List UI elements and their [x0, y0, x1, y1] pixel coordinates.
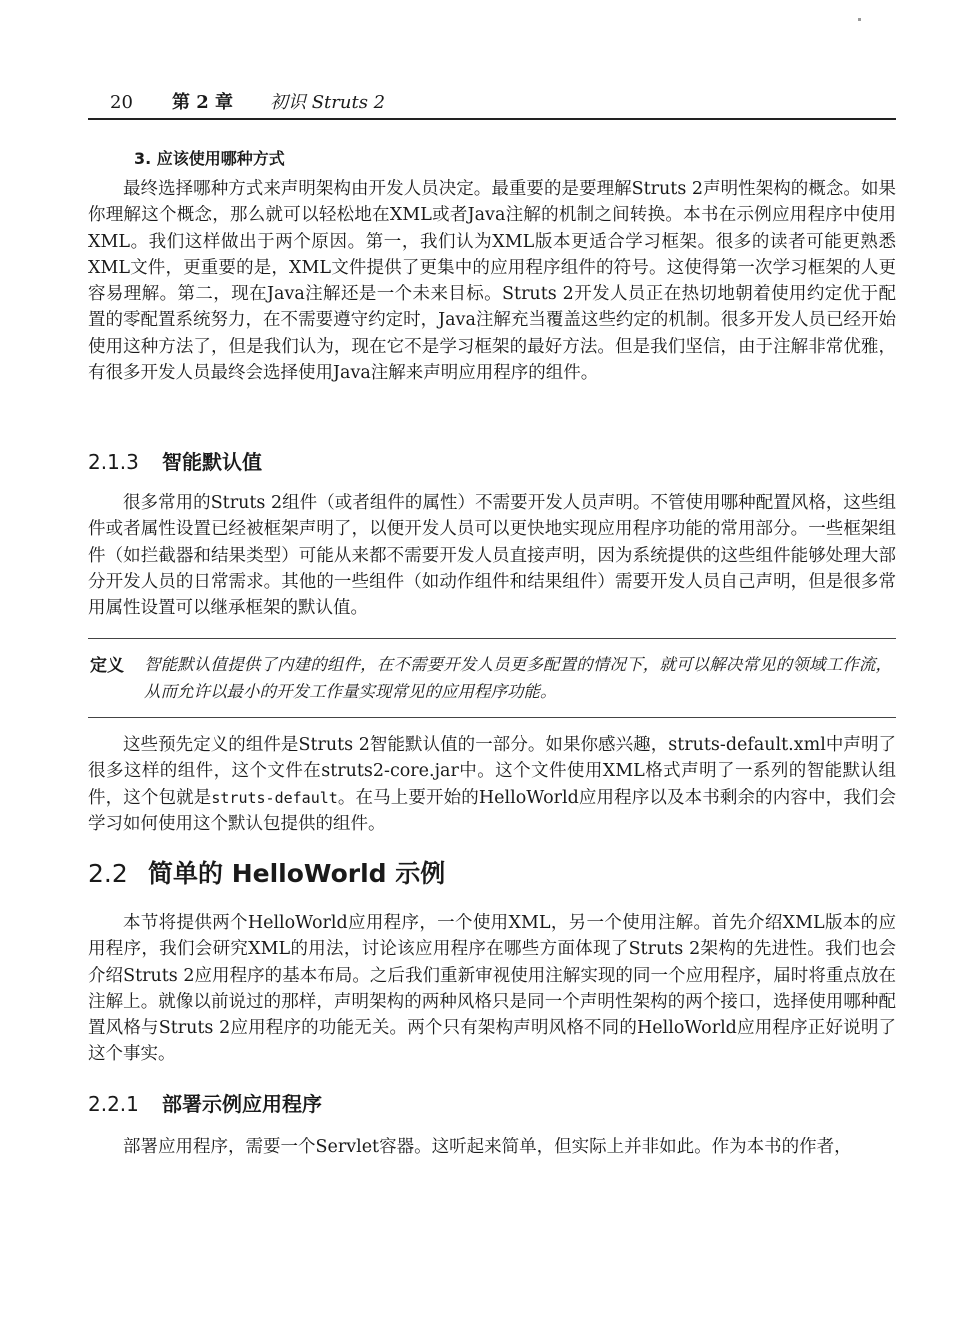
subsection-heading-3: 3. 应该使用哪种方式 — [134, 149, 285, 168]
section-title: 智能默认值 — [162, 450, 262, 474]
section-number: 2.2 — [88, 859, 128, 888]
running-header — [88, 92, 896, 120]
section-heading-2-1-3 — [88, 446, 262, 475]
paragraph-struts-default — [88, 732, 896, 840]
definition-box — [88, 638, 896, 718]
paragraph-declaration-choice: 最终选择哪种方式来声明架构由开发人员决定。最重要的是要理解Struts 2声明性架构的概念。如果你理解这个概念，那么就可以轻松地在XML或者Java注解的机制之间转换。本书在示例应用程序中使用XML。我们这样做出于两个原因。第一，我们认为XML版本更适合学习框架。很多的读者可能更熟悉XML文件，更重要的是，XML文件提供了更集中的应用程序组件的符号。这使得第一次学习框架的人更容易理解。第二，现在Java注解还是一个未来目标。Struts 2开发人员正在热切地朝着使用约定优于配置的零配置系统努力，在不需要遵守约定时，Java注解充当覆盖这些约定的机制。很多开发人员已经开始使用这种方法了，但是我们认为，现在它不是学习框架的最好方法。但是我们坚信，由于注解非常优雅，有很多开发人员最终会选择使用Java注解来声明应用程序的组件。 — [88, 179, 896, 384]
paragraph-intelligent-defaults: 很多常用的Struts 2组件（或者组件的属性）不需要开发人员声明。不管使用哪种配置风格，这些组件或者属性设置已经被框架声明了，以便开发人员可以更快地实现应用程序功能的常用部分。一些框架组件（如拦截器和结果类型）可能从来都不需要开发人员直接声明，因为系统提供的这些组件能够处理大部分开发人员的日常需求。其他的一些组件（如动作组件和结果组件）需要开发人员自己声明，但是很多常用属性设置可以继承框架的默认值。 — [88, 493, 896, 619]
section-heading-2-2-1 — [88, 1088, 322, 1117]
definition-label: 定义 — [90, 656, 124, 676]
scan-speck — [858, 18, 861, 21]
paragraph-helloworld: 本节将提供两个HelloWorld应用程序，一个使用XML，另一个使用注解。首先介绍XML版本的应用程序，我们会研究XML的用法，讨论该应用程序在哪些方面体现了Struts 2架构的先进性。我们也会介绍Struts 2应用程序的基本布局。之后我们重新审视使用注解实现的同一个应用程序，届时将重点放在注解上。就像以前说过的那样，声明架构的两种风格只是同一个声明性架构的两个接口，选择使用哪种配置风格与Struts 2应用程序的功能无关。两个只有架构声明风格不同的HelloWorld应用程序正好说明了这个事实。 — [88, 913, 896, 1065]
page-number: 20 — [110, 92, 133, 113]
paragraph-part: 这些预先定义的组件是Struts 2智能默认值的一部分。如果你感兴趣，struts-default.xml中声明了很多这样的组件，这个文件在struts2-core.jar中。这个文件使用XML格式声明了一系列的智能默认组件，这个包就是 — [88, 735, 896, 808]
chapter-label: 第 2 章 — [172, 92, 234, 113]
section-heading-2-2 — [88, 854, 445, 890]
paragraph-deploy: 部署应用程序，需要一个Servlet容器。这听起来简单，但实际上并非如此。作为本书的作者， — [123, 1137, 852, 1157]
section-number: 2.1.3 — [88, 450, 139, 474]
inline-code: struts-default — [211, 788, 338, 807]
paragraph-part: 。在马上要开始的HelloWorld应用程序以及本书剩余的内容中，我们会学习如何使用这个默认包提供的组件。 — [88, 787, 896, 834]
definition-text: 智能默认值提供了内建的组件，在不需要开发人员更多配置的情况下，就可以解决常见的领域工作流，从而允许以最小的开发工作量实现常见的应用程序功能。 — [144, 655, 892, 701]
chapter-title: 初识 Struts 2 — [270, 92, 386, 113]
section-title: 部署示例应用程序 — [162, 1092, 322, 1116]
section-number: 2.2.1 — [88, 1092, 139, 1116]
section-title: 简单的 HelloWorld 示例 — [148, 859, 446, 888]
